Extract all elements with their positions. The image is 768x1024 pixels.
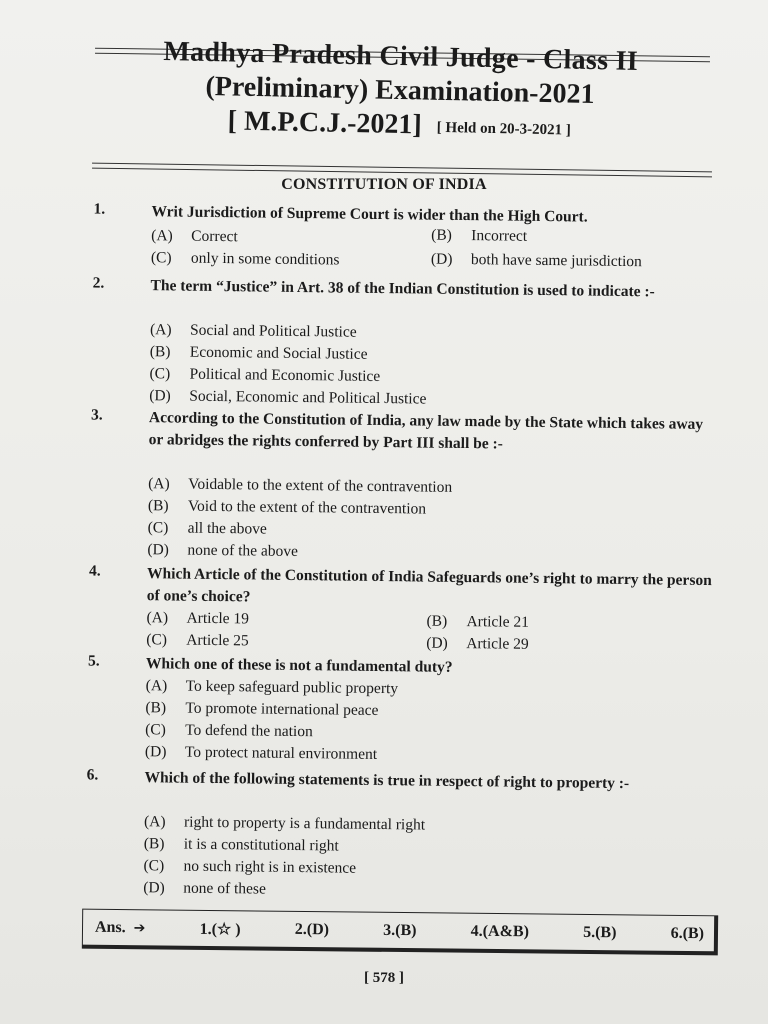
question-text: The term “Justice” in Art. 38 of the Indian Constitution is used to indicate :- bbox=[150, 277, 655, 301]
option-a: (A) Social and Political Justice bbox=[149, 321, 357, 341]
question-number: 2. bbox=[92, 274, 105, 292]
exam-code: [ M.P.C.J.-2021] bbox=[227, 105, 423, 141]
option-a: (A) Article 19 bbox=[146, 609, 250, 628]
option-b: (B) Economic and Social Justice bbox=[149, 343, 368, 363]
option-c: (C) all the above bbox=[147, 519, 267, 538]
option-a: (A) To keep safeguard public property bbox=[145, 677, 399, 698]
option-d: (D) To protect natural environment bbox=[144, 743, 378, 763]
option-d: (D) Social, Economic and Political Justice bbox=[149, 387, 427, 408]
answer-3: 3.(B) bbox=[383, 921, 417, 939]
answer-key-label: Ans. ➔ bbox=[94, 918, 146, 936]
option-c: (C) Article 25 bbox=[146, 631, 249, 650]
option-c: (C) To defend the nation bbox=[145, 721, 313, 741]
exam-subtitle: (Preliminary) Examination-2021 bbox=[205, 70, 595, 111]
question-number: 1. bbox=[93, 200, 106, 218]
option-c: (C) no such right is in existence bbox=[143, 857, 357, 877]
option-d: (D) none of the above bbox=[147, 541, 299, 561]
option-b: (B) Void to the extent of the contravention bbox=[147, 497, 427, 518]
question-text: Writ Jurisdiction of Supreme Court is wider than the High Court. bbox=[151, 203, 588, 226]
answer-6: 6.(B) bbox=[670, 924, 705, 942]
answer-4: 4.(A&B) bbox=[470, 922, 530, 940]
option-a: (A) Correct bbox=[151, 227, 238, 246]
question-text: Which Article of the Constitution of India Safeguards one’s right to marry the person of one’s choice? bbox=[146, 565, 712, 606]
question-1 bbox=[93, 200, 724, 278]
option-b: (B) Incorrect bbox=[431, 226, 528, 245]
answer-1: 1.(☆ ) bbox=[199, 920, 241, 938]
question-3 bbox=[89, 406, 721, 569]
option-b: (B) To promote international peace bbox=[145, 699, 379, 719]
option-b: (B) it is a constitutional right bbox=[143, 835, 339, 855]
section-title: CONSTITUTION OF INDIA bbox=[281, 176, 487, 193]
answer-key-box bbox=[82, 909, 718, 956]
option-c: (C) Political and Economic Justice bbox=[149, 365, 381, 385]
option-a: (A) Voidable to the extent of the contravention bbox=[148, 475, 453, 496]
answer-5: 5.(B) bbox=[583, 923, 617, 941]
right-arrow-icon: ➔ bbox=[133, 919, 146, 936]
question-4 bbox=[88, 562, 719, 660]
option-a: (A) right to property is a fundamental right bbox=[143, 813, 426, 834]
option-b: (B) Article 21 bbox=[426, 612, 530, 631]
question-6 bbox=[85, 766, 717, 906]
exam-title: Madhya Pradesh Civil Judge - Class II bbox=[163, 36, 639, 77]
question-text: According to the Constitution of India, any law made by the State which takes away or abridges the rights conferred by Part III shall be :- bbox=[148, 409, 704, 453]
option-c: (C) only in some conditions bbox=[150, 249, 340, 269]
page-number: [ 578 ] bbox=[364, 970, 404, 986]
option-d: (D) both have same jurisdiction bbox=[430, 250, 642, 271]
question-5 bbox=[87, 652, 718, 770]
question-text: Which of the following statements is true in respect of right to property :- bbox=[144, 769, 630, 793]
question-number: 4. bbox=[89, 562, 101, 580]
held-date: [ Held on 20-3-2021 ] bbox=[436, 119, 572, 139]
question-text: Which one of these is not a fundamental duty? bbox=[145, 655, 453, 676]
answer-2: 2.(D) bbox=[294, 920, 330, 938]
question-number: 6. bbox=[86, 766, 99, 784]
option-d: (D) none of these bbox=[143, 879, 266, 898]
option-d: (D) Article 29 bbox=[426, 634, 529, 653]
question-number: 3. bbox=[90, 406, 103, 424]
question-2 bbox=[91, 274, 723, 412]
question-number: 5. bbox=[87, 652, 100, 670]
